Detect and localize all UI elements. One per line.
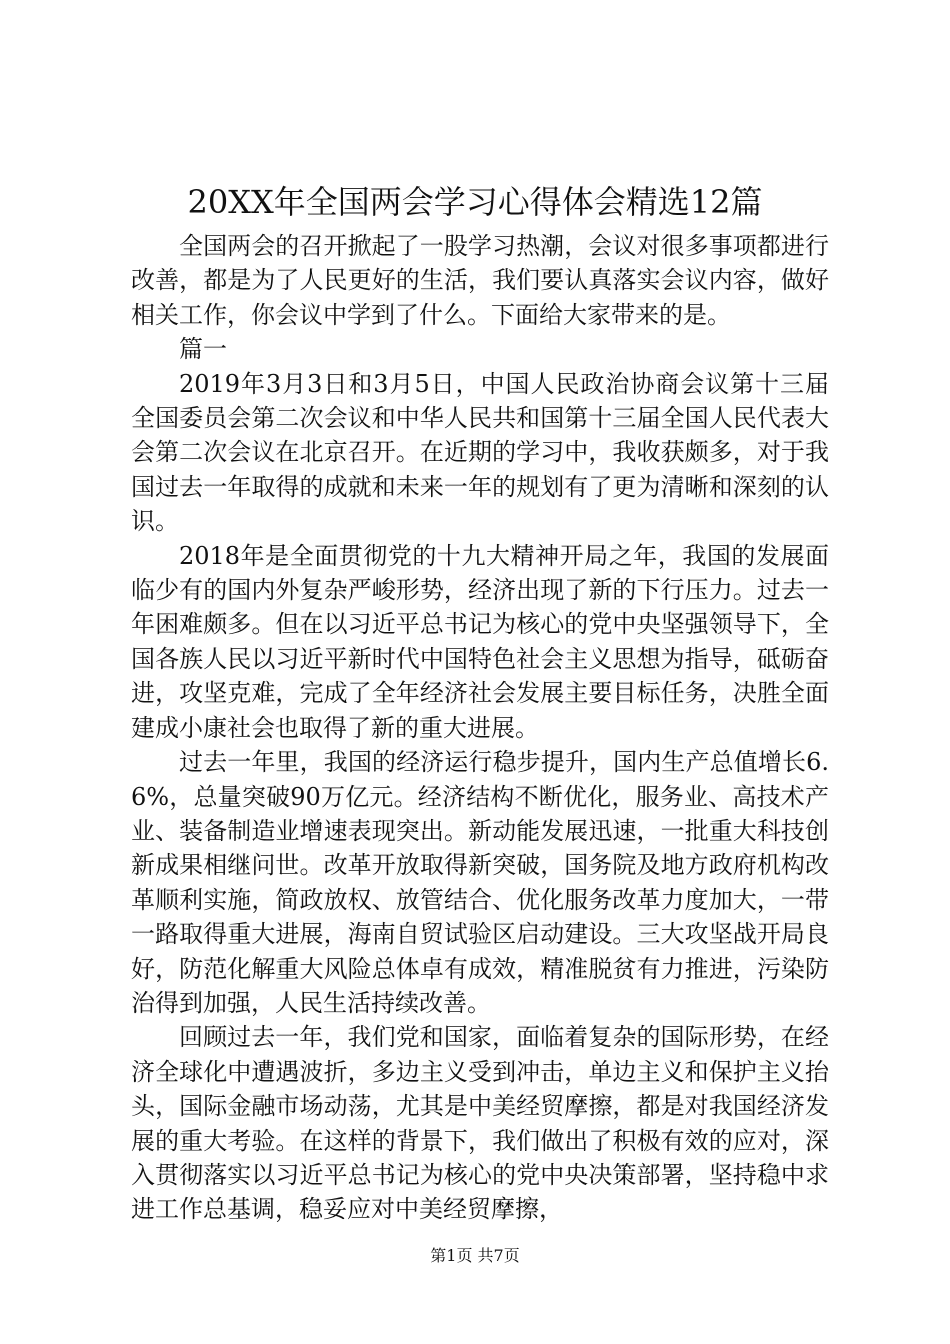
document-body <box>131 229 829 1227</box>
document-title: 20XX年全国两会学习心得体会精选12篇 <box>187 183 763 221</box>
paragraph: 2019年3月3日和3月5日，中国人民政治协商会议第十三届全国委员会第二次会议和中华人民共和国第十三届全国人民代表大会第二次会议在北京召开。在近期的学习中，我收获颇多，对于我国过去一年取得的成就和未来一年的规划有了更为清晰和深刻的认识。 <box>131 369 829 536</box>
paragraph: 2018年是全面贯彻党的十九大精神开局之年，我国的发展面临少有的国内外复杂严峻形势，经济出现了新的下行压力。过去一年困难颇多。但在以习近平总书记为核心的党中央坚强领导下，全国各族人民以习近平新时代中国特色社会主义思想为指导，砥砺奋进，攻坚克难，完成了全年经济社会发展主要目标任务，决胜全面建成小康社会也取得了新的重大进展。 <box>131 541 829 742</box>
paragraph: 过去一年里，我国的经济运行稳步提升，国内生产总值增长6.6%，总量突破90万亿元。经济结构不断优化，服务业、高技术产业、装备制造业增速表现突出。新动能发展迅速，一批重大科技创新成果相继问世。改革开放取得新突破，国务院及地方政府机构改革顺利实施，简政放权、放管结合、优化服务改革力度加大，一带一路取得重大进展，海南自贸试验区启动建设。三大攻坚战开局良好，防范化解重大风险总体卓有成效，精准脱贫有力推进，污染防治得到加强，人民生活持续改善。 <box>131 748 829 1017</box>
section-heading: 篇一 <box>179 335 227 364</box>
paragraph: 回顾过去一年，我们党和国家，面临着复杂的国际形势，在经济全球化中遭遇波折，多边主义受到冲击，单边主义和保护主义抬头，国际金融市场动荡，尤其是中美经贸摩擦，都是对我国经济发展的重大考验。在这样的背景下，我们做出了积极有效的应对，深入贯彻落实以习近平总书记为核心的党中央决策部署，坚持稳中求进工作总基调，稳妥应对中美经贸摩擦， <box>131 1023 829 1224</box>
page-footer: 第1页 共7页 <box>430 1246 520 1265</box>
paragraph-intro: 全国两会的召开掀起了一股学习热潮，会议对很多事项都进行改善，都是为了人民更好的生活，我们要认真落实会议内容，做好相关工作，你会议中学到了什么。下面给大家带来的是。 <box>131 232 829 329</box>
